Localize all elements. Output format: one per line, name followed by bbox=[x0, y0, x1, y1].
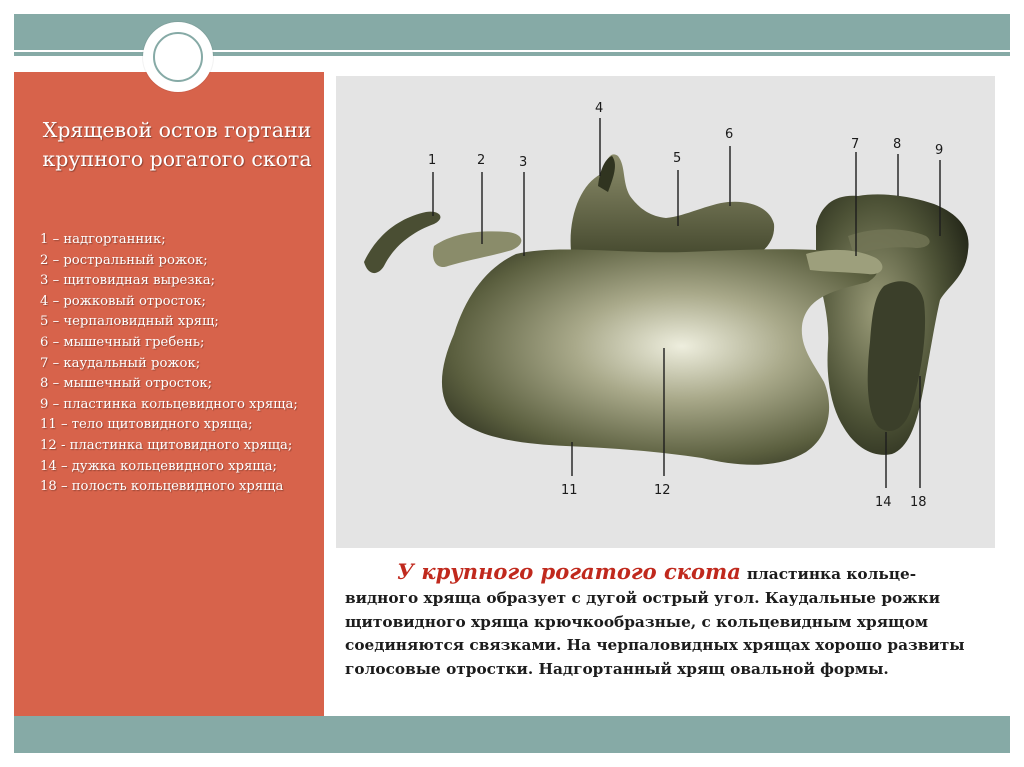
epiglottis bbox=[364, 212, 440, 273]
callout-7: 7 bbox=[851, 137, 860, 152]
legend-sidebar bbox=[14, 72, 324, 716]
callout-9: 9 bbox=[935, 143, 944, 158]
callout-4: 4 bbox=[595, 101, 604, 116]
callout-6: 6 bbox=[725, 127, 734, 142]
legend-item: 5 – черпаловидный хрящ; bbox=[40, 314, 219, 330]
caption-paragraph bbox=[345, 560, 985, 682]
slide-title: Хрящевой остов гортани крупного рогатого скота bbox=[42, 118, 312, 171]
caption-text: пластинка кольце-видного хряща образует с дугой острый угол. Каудальные рожки щитовидного хряща крючкообразные, с кольцевидным хрящом соединяются связками. На черпаловидных хрящах хорошо развиты голосовые отростки. Надгортанный хрящ овальной формы. bbox=[345, 565, 965, 679]
circle-emblem-icon bbox=[143, 22, 213, 92]
larynx-illustration bbox=[336, 76, 995, 548]
legend-item: 12 - пластинка щитовидного хряща; bbox=[40, 437, 293, 453]
legend-item: 14 – дужка кольцевидного хряща; bbox=[40, 458, 277, 474]
legend-item: 3 – щитовидная вырезка; bbox=[40, 273, 216, 289]
legend-item: 6 – мышечный гребень; bbox=[40, 334, 205, 350]
legend-item: 4 – рожковый отросток; bbox=[40, 293, 206, 309]
larynx-drawing bbox=[336, 76, 995, 548]
thyroid-cartilage bbox=[442, 249, 878, 465]
caption-lead: У крупного рогатого скота bbox=[397, 559, 741, 584]
callout-2: 2 bbox=[477, 153, 486, 168]
emblem-ring bbox=[153, 32, 203, 82]
bottom-band bbox=[14, 716, 1010, 753]
legend-list bbox=[40, 230, 322, 498]
legend-item: 9 – пластинка кольцевидного хряща; bbox=[40, 396, 298, 412]
callout-8: 8 bbox=[893, 137, 902, 152]
legend-item: 2 – ростральный рожок; bbox=[40, 252, 208, 268]
callout-1: 1 bbox=[428, 153, 437, 168]
callout-12: 12 bbox=[654, 483, 671, 498]
legend-item: 11 – тело щитовидного хряща; bbox=[40, 417, 253, 433]
legend-item: 8 – мышечный отросток; bbox=[40, 376, 213, 392]
legend-item: 7 – каудальный рожок; bbox=[40, 355, 201, 371]
callout-18: 18 bbox=[910, 495, 927, 510]
legend-item: 18 – полость кольцевидного хряща bbox=[40, 479, 284, 495]
callout-14: 14 bbox=[875, 495, 892, 510]
callout-11: 11 bbox=[561, 483, 578, 498]
legend-item: 1 – надгортанник; bbox=[40, 232, 166, 247]
callout-5: 5 bbox=[673, 151, 682, 166]
callout-3: 3 bbox=[519, 155, 528, 170]
